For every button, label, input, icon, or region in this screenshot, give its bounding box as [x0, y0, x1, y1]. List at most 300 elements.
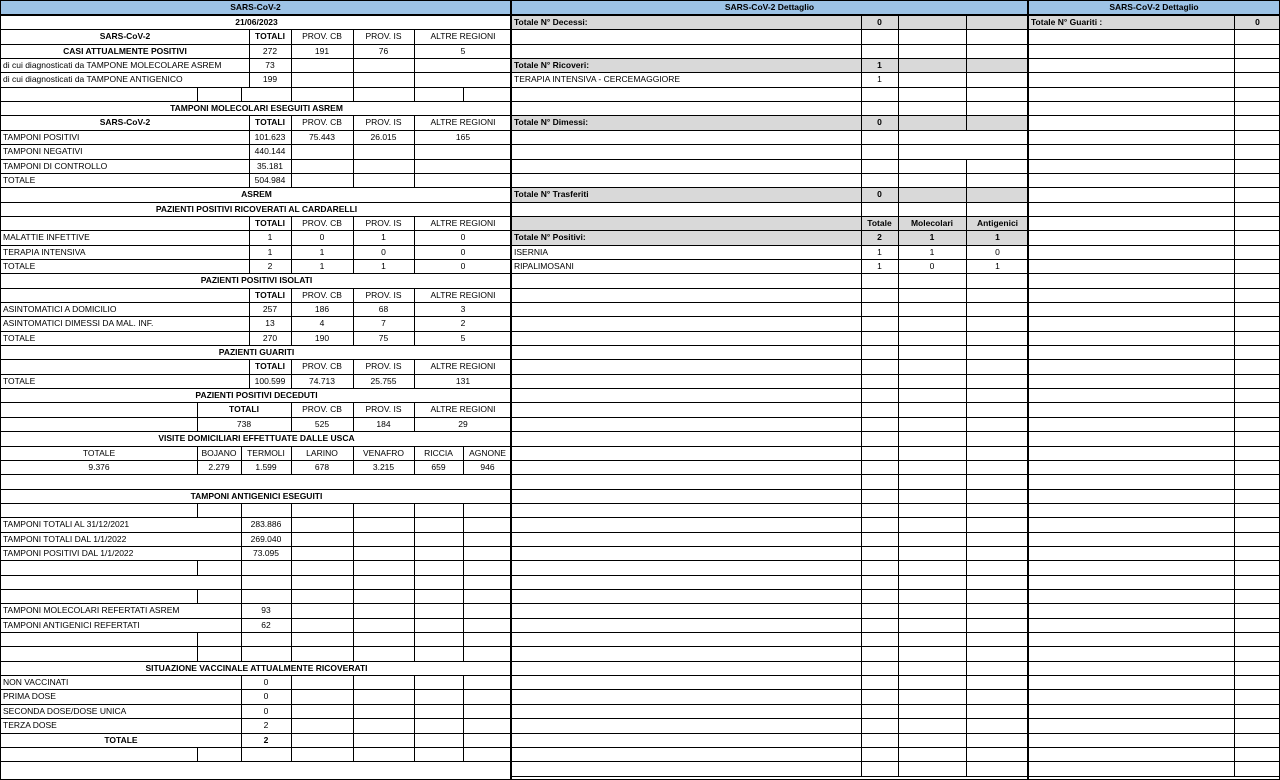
cell-border [898, 188, 899, 201]
cell-border [1234, 604, 1235, 617]
cell-border [463, 533, 464, 546]
cell-border [966, 604, 967, 617]
table-row [512, 174, 1027, 188]
section-title: PAZIENTI POSITIVI RICOVERATI AL CARDARELLI [155, 203, 358, 214]
cell-border [966, 375, 967, 388]
table-row [1, 260, 510, 274]
value-cell: 504.984 [254, 174, 286, 185]
cell-border [1234, 647, 1235, 660]
value-cell: 1 [319, 260, 325, 271]
value-cell [291, 160, 353, 173]
cell-border [861, 418, 862, 431]
cell-border [291, 547, 292, 560]
cell-border [898, 705, 899, 718]
cell-border [861, 174, 862, 187]
cell-border [898, 447, 899, 460]
cell-border [966, 432, 967, 445]
detail-panel [511, 0, 1028, 780]
table-row [1, 116, 510, 130]
cell-border [966, 461, 967, 474]
cell-border [353, 590, 354, 603]
value-cell: 186 [314, 304, 330, 314]
row-label: TOTALE [3, 260, 36, 271]
cell-border [1234, 619, 1235, 632]
table-row [1029, 389, 1279, 403]
panel-title: SARS-CoV-2 Dettaglio [1029, 1, 1279, 16]
table-row [512, 647, 1027, 661]
table-row [1029, 73, 1279, 87]
cell-border [966, 389, 967, 402]
column-header: PROV. CB [302, 404, 342, 415]
table-row [512, 188, 1027, 202]
table-row [1, 576, 510, 590]
table-row [1029, 490, 1279, 504]
cell-border [1234, 375, 1235, 388]
table-row [1029, 719, 1279, 733]
cell-border [898, 633, 899, 646]
cell-border [463, 518, 464, 531]
section-label: SARS-CoV-2 [99, 117, 151, 128]
table-row [1029, 203, 1279, 217]
cell-border [414, 690, 415, 703]
column-header: TERMOLI [247, 447, 285, 458]
cell-border [197, 561, 198, 574]
section-title: PAZIENTI POSITIVI DECEDUTI [195, 390, 318, 401]
cell-border [1234, 246, 1235, 259]
table-row [512, 705, 1027, 719]
cell-border [966, 360, 967, 373]
value-cell: 5 [460, 45, 466, 56]
cell-border [966, 45, 967, 58]
table-row [512, 59, 1027, 73]
cell-border [1234, 475, 1235, 488]
table-row [1029, 188, 1279, 202]
value-cell: 26.015 [370, 131, 397, 142]
value-cell: 75 [378, 332, 389, 343]
cell-border [463, 561, 464, 574]
cell-border [463, 647, 464, 660]
column-header: PROV. IS [365, 217, 402, 228]
column-header: ALTRE REGIONI [430, 217, 496, 228]
table-row [512, 217, 1027, 231]
table-row [1029, 403, 1279, 417]
table-row [1029, 647, 1279, 661]
cell-border [861, 274, 862, 287]
value-cell: 1 [877, 246, 882, 257]
table-row [512, 690, 1027, 704]
column-header: PROV. CB [302, 361, 342, 372]
table-row [1029, 518, 1279, 532]
value-cell: 4 [319, 318, 325, 329]
table-row [1, 317, 510, 331]
table-row [512, 734, 1027, 748]
cell-border [1234, 260, 1235, 273]
value-cell: 1 [929, 246, 935, 257]
value-cell [353, 145, 414, 158]
row-label: Totale N° Trasferiti [514, 189, 589, 200]
cell-border [291, 590, 292, 603]
row-label: TAMPONI ANTIGENICI REFERTATI [3, 619, 140, 630]
cell-border [898, 748, 899, 761]
value-cell: 946 [480, 461, 495, 472]
cell-border [898, 45, 899, 58]
cell-border [898, 375, 899, 388]
cell-border [463, 576, 464, 589]
table-row [512, 547, 1027, 561]
cell-border [463, 719, 464, 732]
table-row [1, 217, 510, 231]
cell-border [353, 59, 354, 72]
value-cell: 13 [265, 318, 275, 329]
table-row [1029, 619, 1279, 633]
table-row [1029, 102, 1279, 116]
table-row [1, 59, 510, 73]
cell-border [1234, 45, 1235, 58]
table-row [512, 88, 1027, 102]
table-row [1029, 289, 1279, 303]
table-row [1029, 260, 1279, 274]
table-row [1029, 432, 1279, 446]
table-row [1, 662, 510, 676]
cell-border [861, 490, 862, 503]
cell-border [898, 274, 899, 287]
cell-border [353, 561, 354, 574]
cell-border [898, 547, 899, 560]
cell-border [1234, 762, 1235, 775]
cell-border [898, 30, 899, 43]
cell-border [1234, 590, 1235, 603]
table-row [1, 490, 510, 504]
value-cell [414, 174, 511, 187]
cell-border [966, 690, 967, 703]
value-cell: 0 [1255, 17, 1260, 27]
table-row [512, 246, 1027, 260]
column-header: PROV. IS [365, 361, 402, 372]
table-row [512, 346, 1027, 360]
cell-border [291, 619, 292, 632]
table-row [1029, 145, 1279, 159]
table-row [512, 145, 1027, 159]
cell-border [966, 73, 967, 86]
table-row [1029, 690, 1279, 704]
cell-border [898, 533, 899, 546]
section-title: PAZIENTI POSITIVI ISOLATI [200, 275, 313, 286]
cell-border [414, 88, 415, 101]
table-row [1029, 547, 1279, 561]
value-cell: 257 [262, 304, 278, 314]
table-row [1, 504, 510, 518]
cell-border [861, 504, 862, 517]
value-cell [291, 145, 353, 158]
cell-border [861, 518, 862, 531]
row-label: ISERNIA [514, 246, 549, 257]
row-label: ASINTOMATICI A DOMICILIO [3, 304, 117, 314]
cell-border [861, 30, 862, 43]
cell-border [197, 590, 198, 603]
table-row [1029, 533, 1279, 547]
row-label: Totale N° Ricoveri: [514, 60, 590, 71]
row-label: TAMPONI MOLECOLARI REFERTATI ASREM [3, 605, 180, 616]
row-label: CASI ATTUALMENTE POSITIVI [63, 45, 187, 56]
table-row [1029, 131, 1279, 145]
table-row [1029, 604, 1279, 618]
cell-border [898, 174, 899, 187]
column-header: Totale [867, 217, 892, 228]
cell-border [898, 403, 899, 416]
table-row [512, 633, 1027, 647]
cell-border [898, 16, 899, 29]
cell-border [966, 174, 967, 187]
row-label: TAMPONI DI CONTROLLO [3, 160, 108, 171]
cell-border [1234, 274, 1235, 287]
table-row [512, 332, 1027, 346]
table-row [1029, 59, 1279, 73]
value-cell: 440.144 [254, 146, 286, 157]
table-row [1, 447, 510, 461]
table-row [512, 160, 1027, 174]
table-row [512, 561, 1027, 575]
cell-border [1234, 662, 1235, 675]
cell-border [966, 576, 967, 589]
cell-border [291, 561, 292, 574]
value-cell: 101.623 [254, 131, 286, 142]
table-row [512, 576, 1027, 590]
cell-border [966, 59, 967, 72]
table-row [1, 332, 510, 346]
value-cell [414, 160, 511, 173]
table-row [1, 145, 510, 159]
table-row [1, 231, 510, 245]
cell-border [241, 647, 242, 660]
table-row [1029, 303, 1279, 317]
cell-border [966, 662, 967, 675]
table-row [1, 734, 510, 748]
cell-border [898, 561, 899, 574]
column-header: PROV. IS [365, 117, 402, 128]
cell-border [414, 705, 415, 718]
value-cell: 269.040 [250, 533, 282, 544]
value-cell: 73.095 [253, 547, 279, 558]
value-cell: 2.279 [208, 461, 230, 472]
value-cell: 1 [877, 260, 882, 271]
table-row [512, 403, 1027, 417]
cell-border [966, 102, 967, 115]
cell-border [898, 116, 899, 129]
cell-border [414, 533, 415, 546]
cell-border [291, 504, 292, 517]
cell-border [1234, 59, 1235, 72]
table-row [512, 360, 1027, 374]
cell-border [197, 88, 198, 101]
column-header: PROV. IS [365, 31, 402, 42]
table-row [1, 131, 510, 145]
cell-border [1234, 719, 1235, 732]
cell-border [966, 762, 967, 775]
cell-border [463, 748, 464, 761]
column-header: RICCIA [424, 447, 453, 458]
value-cell: 3.215 [372, 461, 395, 472]
section-title: PAZIENTI GUARITI [218, 347, 295, 358]
table-row [1029, 116, 1279, 130]
value-cell: 678 [314, 461, 330, 472]
table-row [1, 45, 510, 59]
cell-border [1234, 533, 1235, 546]
cell-border [898, 360, 899, 373]
table-row [512, 16, 1027, 30]
row-label: Totale N° Positivi: [514, 232, 586, 243]
panel-title: SARS-CoV-2 Dettaglio [512, 1, 1027, 16]
table-row [1, 188, 510, 202]
row-label: TERAPIA INTENSIVA - CERCEMAGGIORE [514, 74, 681, 85]
cell-border [1234, 203, 1235, 216]
cell-border [463, 88, 464, 101]
table-row [512, 662, 1027, 676]
column-header: LARINO [306, 447, 338, 458]
cell-border [1234, 734, 1235, 747]
table-row [1029, 576, 1279, 590]
column-header: TOTALI [229, 404, 259, 415]
value-cell: 7 [381, 318, 386, 329]
cell-border [861, 303, 862, 316]
table-row [512, 676, 1027, 690]
table-row [1029, 30, 1279, 44]
cell-border [966, 619, 967, 632]
cell-border [353, 748, 354, 761]
row-label: PRIMA DOSE [3, 691, 56, 702]
value-cell: 74.713 [309, 375, 335, 386]
value-cell [291, 174, 353, 187]
panel-title: SARS-CoV-2 [1, 1, 510, 16]
table-row [1, 705, 510, 719]
cell-border [898, 102, 899, 115]
cell-border [966, 16, 967, 29]
cell-border [898, 145, 899, 158]
cell-border [966, 88, 967, 101]
column-header: ALTRE REGIONI [430, 117, 496, 128]
table-row [512, 490, 1027, 504]
table-row [1, 619, 510, 633]
row-label: TAMPONI TOTALI AL 31/12/2021 [3, 519, 130, 530]
cell-border [966, 719, 967, 732]
cell-border [861, 676, 862, 689]
cell-border [966, 748, 967, 761]
cell-border [861, 561, 862, 574]
cell-border [241, 561, 242, 574]
cell-border [1234, 518, 1235, 531]
cell-border [241, 748, 242, 761]
cell-border [353, 690, 354, 703]
value-cell: 191 [314, 45, 330, 56]
cell-border [463, 604, 464, 617]
cell-border [1234, 389, 1235, 402]
cell-border [898, 475, 899, 488]
table-row [1029, 705, 1279, 719]
table-row [1029, 418, 1279, 432]
value-cell: 0 [929, 260, 935, 271]
cell-border [966, 30, 967, 43]
table-row [1029, 676, 1279, 690]
cell-border [898, 332, 899, 345]
value-cell: 0 [877, 17, 882, 27]
value-cell: 2 [877, 232, 882, 243]
cell-border [861, 375, 862, 388]
table-row [512, 432, 1027, 446]
table-row [1, 719, 510, 733]
cell-border [966, 547, 967, 560]
cell-border [898, 518, 899, 531]
cell-border [414, 676, 415, 689]
table-row [512, 389, 1027, 403]
cell-border [463, 590, 464, 603]
cell-border [898, 289, 899, 302]
cell-border [966, 447, 967, 460]
table-row [1, 604, 510, 618]
cell-border [966, 289, 967, 302]
value-cell: 272 [262, 45, 278, 56]
cell-border [463, 690, 464, 703]
row-label: Totale N° Dimessi: [514, 117, 589, 128]
value-cell: 75.443 [309, 131, 335, 142]
row-label: RIPALIMOSANI [514, 260, 574, 271]
table-row [1, 88, 510, 102]
cell-border [966, 533, 967, 546]
table-row [1029, 160, 1279, 174]
cell-border [861, 604, 862, 617]
column-header: PROV. CB [302, 289, 342, 300]
table-row [512, 719, 1027, 733]
table-row [512, 504, 1027, 518]
table-row [1029, 633, 1279, 647]
cell-border [1234, 131, 1235, 144]
table-row [1, 647, 510, 661]
value-cell: 738 [236, 418, 252, 429]
cell-border [353, 604, 354, 617]
cell-border [861, 145, 862, 158]
table-row [512, 303, 1027, 317]
cell-border [861, 160, 862, 173]
value-cell: 2 [460, 318, 466, 329]
cell-border [898, 461, 899, 474]
table-row [512, 317, 1027, 331]
value-cell: 1 [267, 246, 273, 257]
table-row [1, 590, 510, 604]
value-cell: 73 [265, 60, 275, 71]
cell-border [291, 633, 292, 646]
row-label: NON VACCINATI [3, 677, 69, 688]
cell-border [1234, 547, 1235, 560]
cell-border [966, 188, 967, 201]
table-row [1, 518, 510, 532]
table-row [1, 533, 510, 547]
table-row [1, 102, 510, 116]
row-label: TOTALE [3, 174, 36, 185]
table-row [1, 274, 510, 288]
cell-border [414, 547, 415, 560]
cell-border [291, 59, 292, 72]
cell-border [414, 504, 415, 517]
cell-border [861, 432, 862, 445]
table-row [1029, 332, 1279, 346]
table-row [1, 403, 510, 417]
cell-border [966, 203, 967, 216]
cell-border [1234, 432, 1235, 445]
cell-border [353, 734, 354, 747]
cell-border [414, 561, 415, 574]
cell-border [463, 734, 464, 747]
table-row [1, 432, 510, 446]
guariti-detail-panel [1028, 0, 1280, 780]
cell-border [861, 203, 862, 216]
